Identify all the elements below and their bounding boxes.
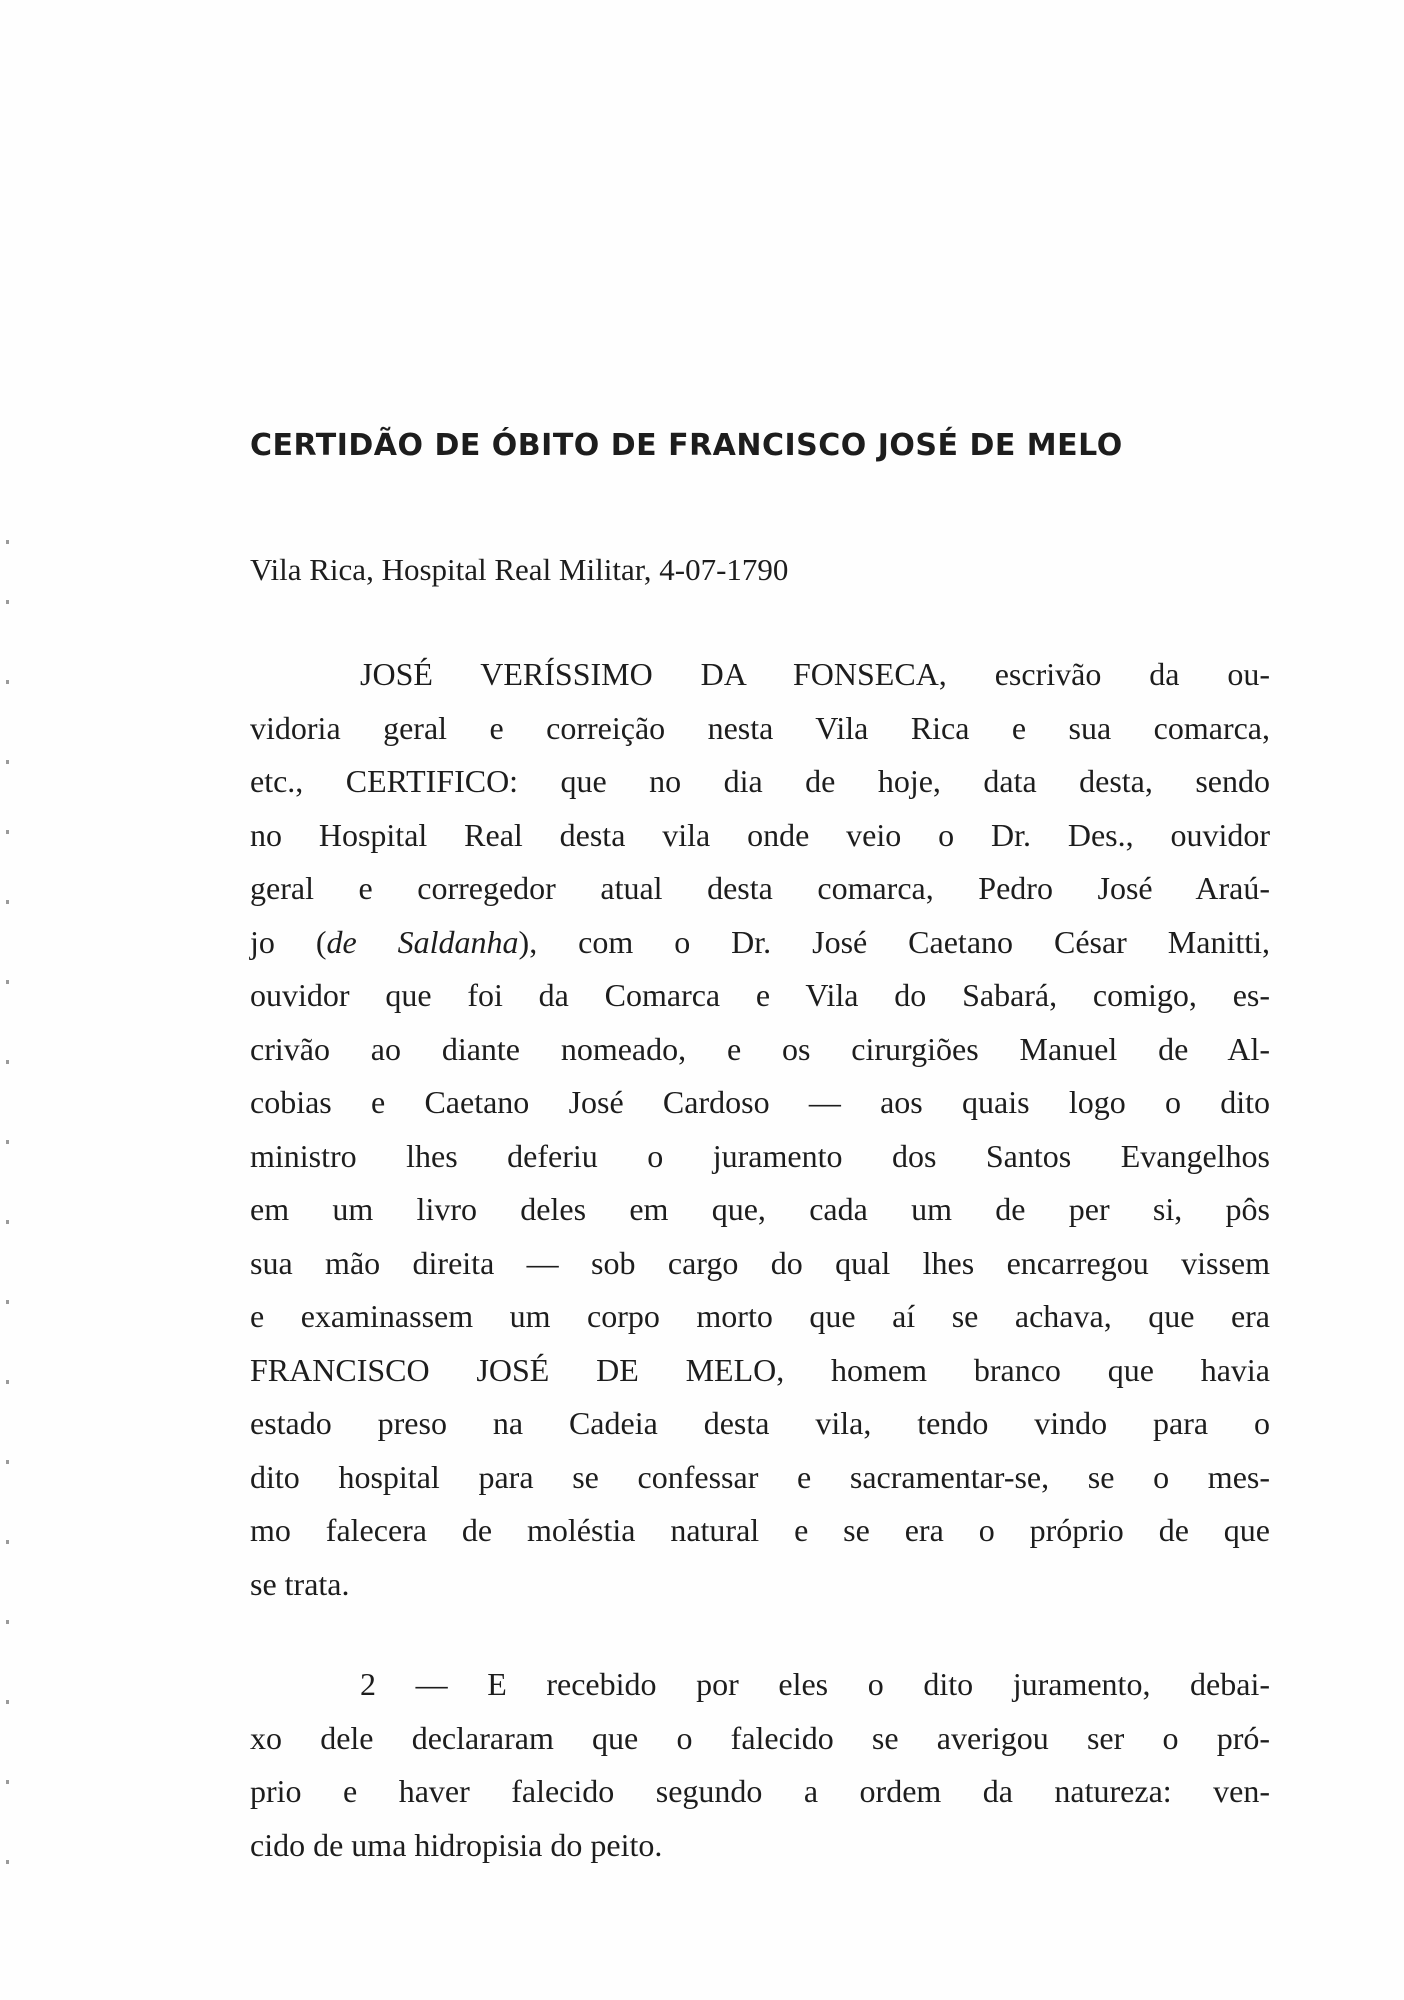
margin-mark: [6, 1700, 9, 1704]
dateline: Vila Rica, Hospital Real Militar, 4-07-1790: [250, 552, 789, 587]
margin-mark: [6, 540, 9, 544]
italic-name: de Saldanha: [326, 923, 519, 960]
paragraph-line: geral e corregedor atual desta comarca, Pedro José Araú-: [250, 870, 1270, 906]
paragraph-line: mo falecera de moléstia natural e se era o próprio de que: [250, 1512, 1270, 1548]
paragraph-2: [250, 1658, 1270, 1872]
margin-mark: [6, 1540, 9, 1544]
paragraph-line: ouvidor que foi da Comarca e Vila do Sabará, comigo, es-: [250, 977, 1270, 1013]
paragraph-line: dito hospital para se confessar e sacramentar-se, se o mes-: [250, 1458, 1270, 1495]
margin-mark: [6, 1860, 9, 1864]
paragraph-line: cobias e Caetano José Cardoso — aos quais logo o dito: [250, 1084, 1270, 1120]
paragraph-line: FRANCISCO JOSÉ DE MELO, homem branco que havia: [250, 1351, 1270, 1388]
margin-mark: [6, 900, 9, 904]
document-title: CERTIDÃO DE ÓBITO DE FRANCISCO JOSÉ DE MELO: [250, 428, 1123, 463]
paragraph-line: etc., CERTIFICO: que no dia de hoje, data desta, sendo: [250, 763, 1270, 799]
paragraph-line: xo dele declararam que o falecido se averigou ser o pró-: [250, 1719, 1270, 1756]
margin-mark: [6, 1460, 9, 1464]
paragraph-line: sua mão direita — sob cargo do qual lhes encarregou vissem: [250, 1244, 1270, 1281]
paragraph-line: crivão ao diante nomeado, e os cirurgiões Manuel de Al-: [250, 1030, 1270, 1067]
margin-mark: [6, 1140, 9, 1144]
paragraph-line: se trata.: [250, 1565, 350, 1602]
paragraph-line: no Hospital Real desta vila onde veio o Dr. Des., ouvidor: [250, 816, 1270, 853]
binding-margin-marks: [0, 0, 14, 2000]
margin-mark: [6, 830, 9, 834]
margin-mark: [6, 1380, 9, 1384]
paragraph-line: em um livro deles em que, cada um de per si, pôs: [250, 1191, 1270, 1227]
line-fragment: jo (: [250, 923, 327, 960]
paragraph-line: cido de uma hidropisia do peito.: [250, 1826, 663, 1863]
paragraph-1: [250, 648, 1270, 1611]
paragraph-line-mixed: [250, 916, 1270, 970]
paragraph-line: e examinassem um corpo morto que aí se achava, que era: [250, 1298, 1270, 1334]
margin-mark: [6, 1620, 9, 1624]
paragraph-line: vidoria geral e correição nesta Vila Rica e sua comarca,: [250, 709, 1270, 746]
margin-mark: [6, 1300, 9, 1304]
margin-mark: [6, 1780, 9, 1784]
line-fragment: ), com o Dr. José Caetano César Manitti,: [518, 923, 1270, 960]
margin-mark: [6, 600, 9, 604]
margin-mark: [6, 760, 9, 764]
paragraph-line: estado preso na Cadeia desta vila, tendo vindo para o: [250, 1405, 1270, 1441]
margin-mark: [6, 1060, 9, 1064]
margin-mark: [6, 1220, 9, 1224]
margin-mark: [6, 680, 9, 684]
margin-mark: [6, 980, 9, 984]
paragraph-line: 2 — E recebido por eles o dito juramento, debai-: [360, 1666, 1270, 1702]
paragraph-line: JOSÉ VERÍSSIMO DA FONSECA, escrivão da ou-: [360, 656, 1270, 692]
paragraph-line: prio e haver falecido segundo a ordem da natureza: ven-: [250, 1773, 1270, 1809]
paragraph-line: ministro lhes deferiu o juramento dos Santos Evangelhos: [250, 1137, 1270, 1174]
